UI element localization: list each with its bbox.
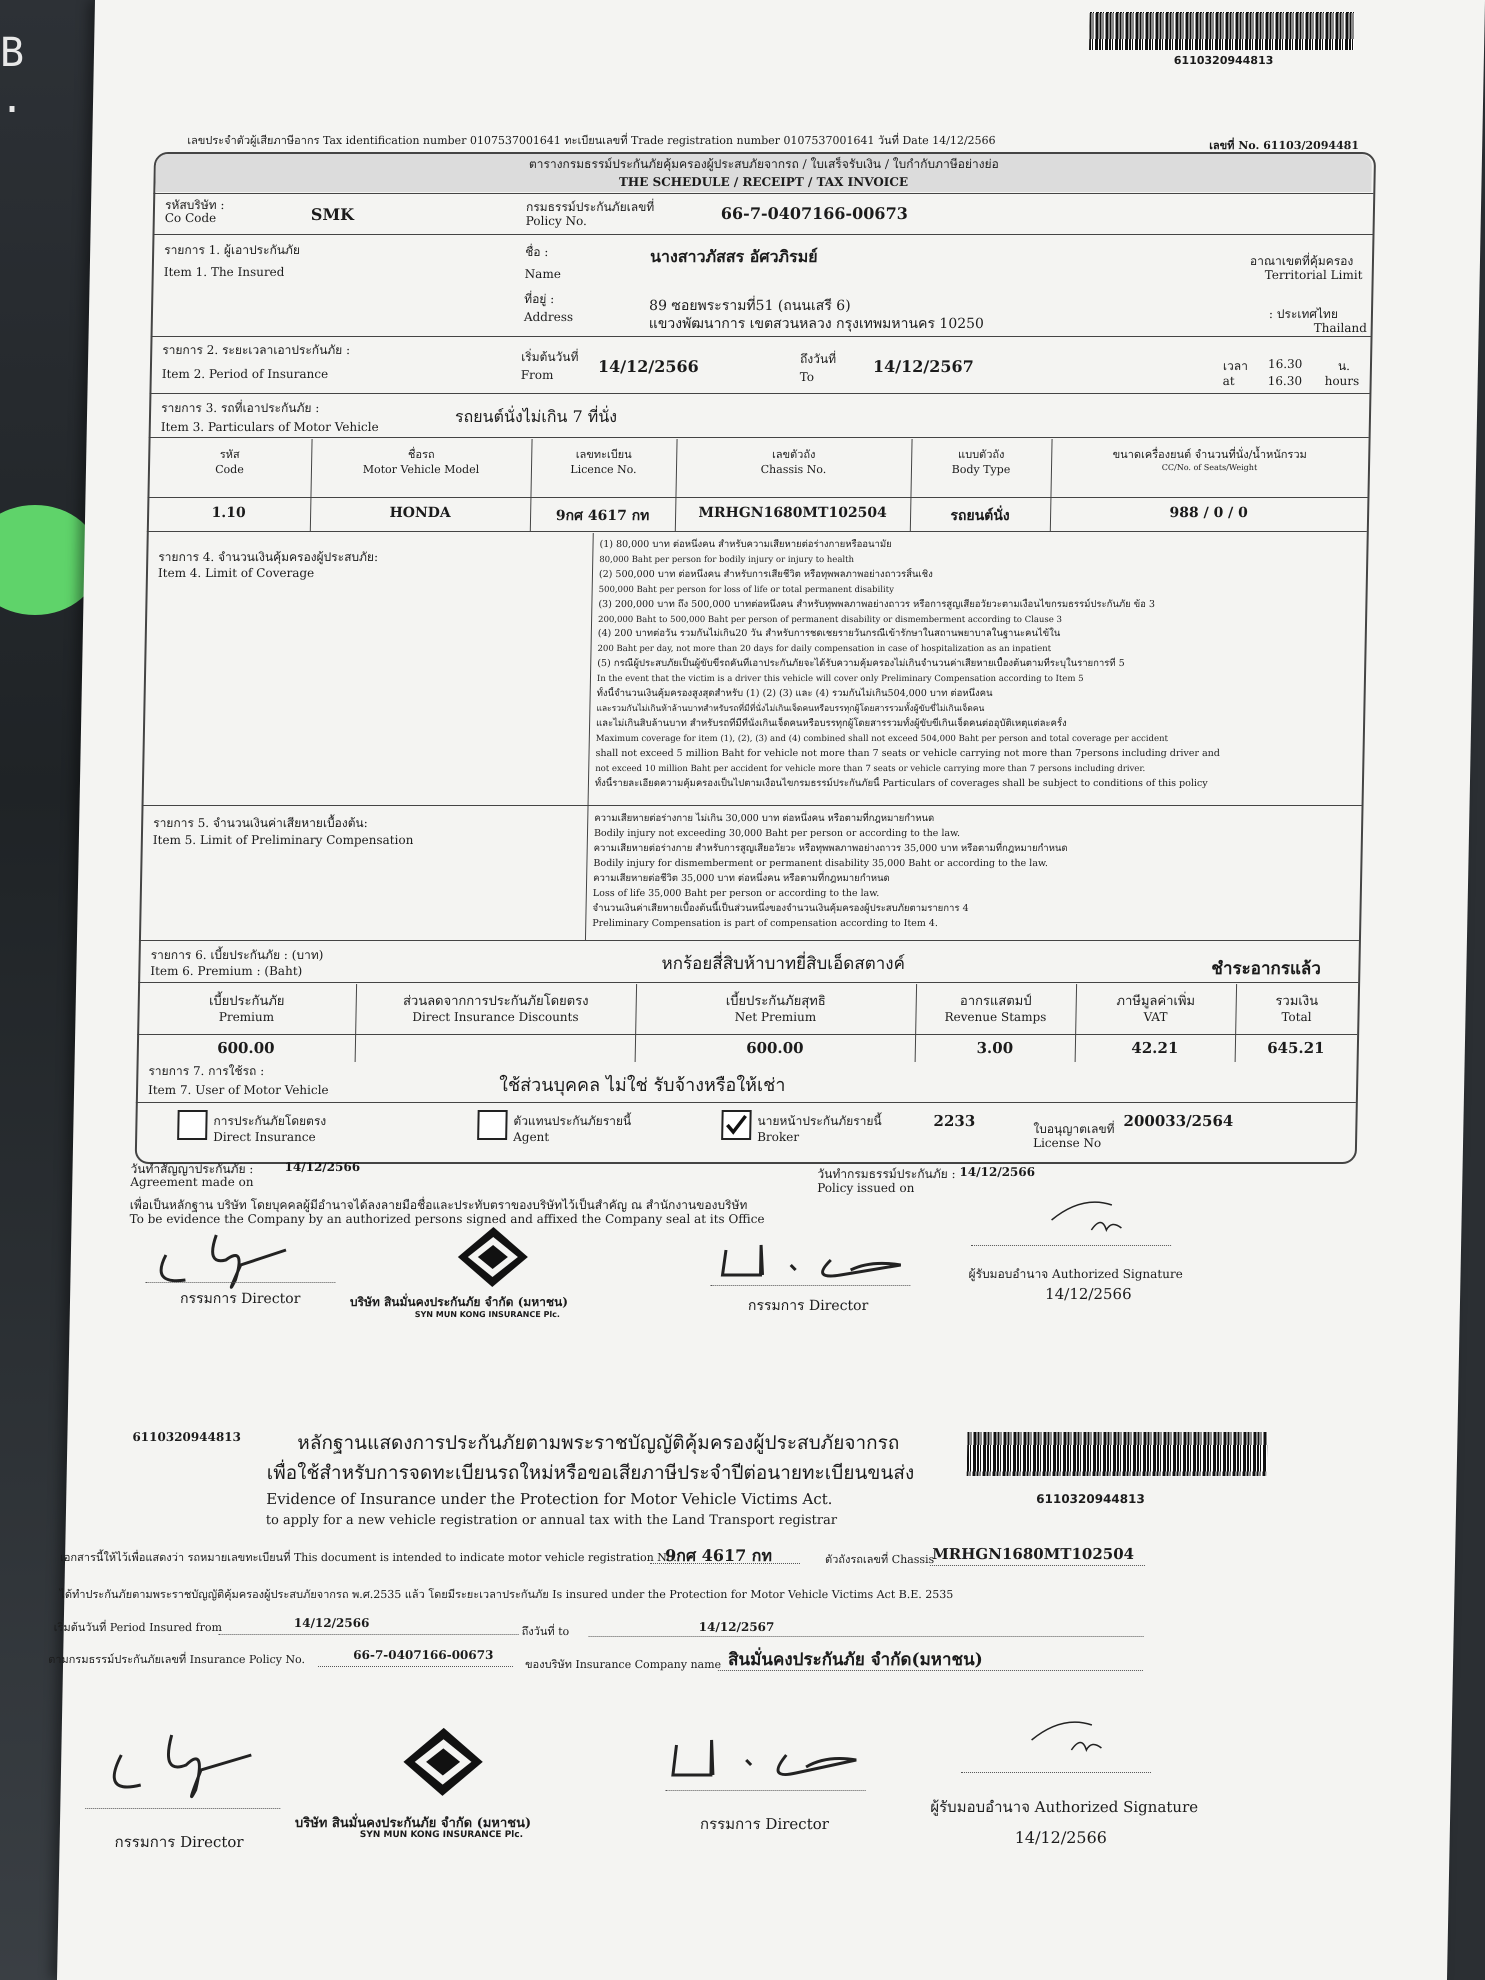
keyboard-key: B . [0,30,25,122]
compensation-line: Preliminary Compensation is part of compensation according to Item 4. [592,918,939,929]
premium-value-0: 600.00 [216,1039,275,1057]
director-signature-right-2 [651,1715,893,1795]
vehicle-header-4-en: Body Type [951,463,1011,476]
to-label: ถึงวันที่ [799,352,837,366]
time-unit: น. [1337,359,1351,373]
coverage-limits [595,538,1365,791]
coverage-line: (3) 200,000 บาท ถึง 500,000 บาทต่อหนึ่งคน สำหรับทุพพลภาพอย่างถาวร หรือการสูญเสียอวัยวะตามเงื่อนไขกรมธรรม์ประกันภัย ข้อ 3 [598,598,1156,610]
direct-insurance-checkbox[interactable] [177,1110,208,1140]
coverage-line: 80,000 Baht per person for bodily injury or injury to health [599,554,855,565]
from-label: เริ่มต้นวันที่ [521,350,579,364]
vehicle-cell-5: 988 / 0 / 0 [1169,505,1249,521]
agreement-date: 14/12/2566 [284,1160,361,1174]
address-label-en: Address [523,310,574,324]
vehicle-cell-4: รถยนต์นั่ง [950,508,1010,524]
coverage-line: not exceed 10 million Baht per accident for vehicle more than 7 seats or vehicle carrying more than 7 persons including driver. [595,763,1146,774]
co-code: SMK [310,205,355,224]
top-barcode-number: 6110320944813 [1173,54,1274,67]
premium-value-2: 600.00 [745,1039,804,1057]
item2-label: รายการ 2. ระยะเวลาเอาประกันภัย : [162,343,351,357]
issued-label-en: Policy issued on [817,1181,915,1195]
agreement-label-en: Agreement made on [130,1175,254,1189]
evidence-barcode [967,1432,1268,1476]
item7-label: รายการ 7. การใช้รถ : [148,1064,265,1078]
direct-insurance-label-en: Direct Insurance [213,1130,316,1144]
evidence-title-en-1: Evidence of Insurance under the Protection for Motor Vehicle Victims Act. [266,1490,833,1508]
vehicle-table-header-rule [147,497,1367,498]
coverage-line: (5) กรณีผู้ประสบภัยเป็นผู้ขับขี่รถคันที่เอาประกันภัยจะได้รับความคุ้มครองไม่เกินจำนวนค่าเสียหายเบื้องต้นตามที่ระบุในรายการที่ 5 [597,658,1125,670]
vehicle-header-2-th: เลขทะเบียน [575,448,632,461]
time-value: 16.30 [1267,357,1303,371]
item4-label: รายการ 4. จำนวนเงินคุ้มครองผู้ประสบภัย: [158,550,379,564]
coverage-line: (2) 500,000 บาท ต่อหนึ่งคน สำหรับการเสียชีวิต หรือทุพพลภาพอย่างถาวรสิ้นเชิง [598,568,933,580]
compensation-line: Loss of life 35,000 Baht per person or according to the law. [592,888,880,899]
premium-header-5-th: รวมเงิน [1275,994,1319,1009]
authorized-label-2: ผู้รับมอบอำนาจ Authorized Signature [930,1798,1199,1816]
evidence-company-label: ของบริษัท Insurance Company name [524,1658,722,1671]
stamp-paid: ชำระอากรแล้ว [1211,959,1322,979]
direct-insurance-label: การประกันภัยโดยตรง [213,1114,327,1128]
evidence-registration: 9กศ 4617 กท [664,1546,773,1565]
premium-header-0-th: เบี้ยประกันภัย [208,994,285,1009]
compensation-line: ความเสียหายต่อร่างกาย ไม่เกิน 30,000 บาท ต่อหนึ่งคน หรือตามที่กฎหมายกำหนด [594,813,935,824]
vehicle-header-1-th: ชื่อรถ [407,448,435,461]
premium-header-0-en: Premium [218,1010,275,1024]
premium-header-2-en: Net Premium [734,1010,817,1024]
broker-code: 2233 [933,1112,976,1130]
premium-header-2-th: เบี้ยประกันภัยสุทธิ [725,994,826,1009]
premium-header-3-en: Revenue Stamps [944,1010,1047,1024]
evidence-chassis: MRHGN1680MT102504 [931,1545,1135,1563]
issued-label: วันทำกรมธรรม์ประกันภัย : [817,1167,956,1181]
broker-label: นายหน้าประกันภัยรายนี้ [757,1114,882,1128]
company-logo-2 [400,1725,486,1800]
coverage-line: shall not exceed 5 million Baht for vehicle not more than 7 seats or vehicle carrying not more than 7persons including driver and [595,747,1221,759]
premium-table-header-rule [137,1034,1357,1035]
agent-checkbox[interactable] [477,1110,508,1140]
vehicle-description: รถยนต์นั่งไม่เกิน 7 ที่นั่ง [454,407,618,426]
coverage-line: และรวมกันไม่เกินห้าล้านบาทสำหรับรถที่มีที่นั่งไม่เกินเจ็ดคนหรือบรรทุกผู้โดยสารรวมทั้งผู้ขับขี่ไม่เกินเจ็ดคน [596,703,985,714]
vehicle-cell-1: HONDA [389,505,451,521]
premium-header-1-th: ส่วนลดจากการประกันภัยโดยตรง [402,994,589,1009]
territory-en: Thailand [1313,321,1367,335]
vehicle-header-3-th: เลขตัวถัง [771,448,816,461]
compensation-line: Bodily injury not exceeding 30,000 Baht per person or according to the law. [593,828,961,839]
name-label-en: Name [524,267,562,281]
evidence-title-en-2: to apply for a new vehicle registration or annual tax with the Land Transport registrar [265,1513,838,1528]
coverage-line: In the event that the victim is a driver this vehicle will cover only Preliminary Compensation according to Item 5 [596,674,1084,685]
check-icon [723,1112,749,1138]
premium-header-3-th: อากรแสตมป์ [959,994,1032,1009]
company-name-en-2: SYN MUN KONG INSURANCE Plc. [359,1830,524,1840]
compensation-line: จำนวนเงินค่าเสียหายเบื้องต้นนี้เป็นส่วนหนึ่งของจำนวนเงินคุ้มครองผู้ประสบภัยตามรายการ 4 [592,903,969,914]
director-label-right: กรรมการ Director [747,1298,869,1314]
vehicle-header-0-en: Code [215,463,244,476]
license-label-en: License No [1032,1136,1102,1150]
evidence-to: 14/12/2567 [698,1620,775,1634]
evidence-chassis-label: ตัวถังรถเลขที่ Chassis [824,1553,935,1566]
issued-date: 14/12/2566 [959,1165,1036,1179]
evidence-title-th-2: เพื่อใช้สำหรับการจดทะเบียนรถใหม่หรือขอเสียภาษีประจำปีต่อนายทะเบียนขนส่ง [266,1462,915,1484]
premium-value-5: 645.21 [1266,1039,1325,1057]
item3-label-en: Item 3. Particulars of Motor Vehicle [160,420,379,434]
license-label: ใบอนุญาตเลขที่ [1033,1122,1115,1136]
agent-label: ตัวแทนประกันภัยรายนี้ [513,1114,632,1128]
item2-label-en: Item 2. Period of Insurance [161,367,329,381]
coverage-line: (1) 80,000 บาท ต่อหนึ่งคน สำหรับความเสียหายต่อร่างกายหรืออนามัย [599,539,892,550]
preliminary-compensation [592,811,1359,931]
evidence-line1: เอกสารนี้ให้ไว้เพื่อแสดงว่า รถหมายเลขทะเบียนที่ This document is intended to indicate motor vehicle registration No. [59,1551,677,1564]
period-from: 14/12/2566 [597,357,699,376]
address-line1: 89 ซอยพระรามที่51 (ถนนเสรี 6) [648,298,851,314]
company-name-th: บริษัท สินมั่นคงประกันภัย จำกัด (มหาชน) [349,1295,569,1309]
co-code-label-en: Co Code [164,211,217,225]
vehicle-header-2-en: Licence No. [570,463,637,476]
item6-label-en: Item 6. Premium : (Baht) [150,964,303,978]
vehicle-cell-3: MRHGN1680MT102504 [698,505,888,521]
premium-header-4-th: ภาษีมูลค่าเพิ่ม [1116,994,1196,1009]
amount-in-words: หกร้อยสี่สิบห้าบาทยี่สิบเอ็ดสตางค์ [661,954,906,974]
evidence-policy-label: ตามกรมธรรม์ประกันภัยเลขที่ Insurance Policy No. [48,1653,306,1666]
vehicle-use: ใช้ส่วนบุคคล ไม่ใช่ รับจ้างหรือให้เช่า [498,1075,786,1096]
name-label: ชื่อ : [525,245,549,259]
address-label: ที่อยู่ : [524,292,555,306]
premium-value-4: 42.21 [1131,1039,1179,1057]
broker-checkbox[interactable] [721,1110,752,1140]
compensation-line: ความเสียหายต่อร่างกาย สำหรับการสูญเสียอวัยวะ หรือทุพพลภาพอย่างถาวร 35,000 บาท หรือตามที่กฎหมายกำหนด [593,843,1068,854]
address-line2: แขวงพัฒนาการ เขตสวนหลวง กรุงเทพมหานคร 10250 [648,316,985,332]
evidence-from-label: เริ่มต้นวันที่ Period Insured from [53,1621,223,1634]
item1-label: รายการ 1. ผู้เอาประกันภัย [164,243,301,257]
vehicle-cell-2: 9กศ 4617 กท [555,508,650,524]
to-label-en: To [799,370,815,384]
item3-label: รายการ 3. รถที่เอาประกันภัย : [161,401,320,415]
evidence-from: 14/12/2566 [293,1616,370,1630]
director-signature-left-2 [90,1715,302,1815]
co-code-label: รหัสบริษัท : [164,198,225,212]
authorized-date: 14/12/2566 [1044,1285,1132,1303]
evidence-barcode-text-left: 6110320944813 [132,1430,242,1444]
director-label-right-2: กรรมการ Director [699,1815,830,1833]
evidence-statement-en: To be evidence the Company by an authorized persons signed and affixed the Company seal at its Office [129,1212,765,1226]
compensation-line: ความเสียหายต่อชีวิต 35,000 บาท ต่อหนึ่งคน หรือตามที่กฎหมายกำหนด [593,873,890,884]
premium-header-5-en: Total [1281,1010,1312,1024]
company-logo [455,1225,531,1290]
vehicle-cell-0: 1.10 [211,505,246,521]
item5-label: รายการ 5. จำนวนเงินค่าเสียหายเบื้องต้น: [153,816,368,830]
premium-header-4-en: VAT [1143,1010,1168,1024]
item5-label-en: Item 5. Limit of Preliminary Compensation [152,833,414,847]
time-label: เวลา [1222,359,1249,373]
insurance-document [48,0,1485,1980]
agent-label-en: Agent [513,1130,550,1144]
territory: : ประเทศไทย [1268,307,1339,321]
time-label-en: at [1222,374,1235,388]
vehicle-header-5-en: CC/No. of Seats/Weight [1161,463,1258,472]
tax-id-line: เลขประจำตัวผู้เสียภาษีอากร Tax identification number 0107537001641 ทะเบียนเลขที่ Trade registration number 0107537001641 วันที่ Date 14/12/2566 [187,134,996,147]
territorial-label-en: Territorial Limit [1264,268,1363,282]
insured-name: นางสาวภัสสร อัศวภิรมย์ [649,247,818,266]
vehicle-header-3-en: Chassis No. [760,463,827,476]
coverage-line: ทั้งนี้จำนวนเงินคุ้มครองสูงสุดสำหรับ (1) (2) (3) และ (4) รวมกันไม่เกิน504,000 บาท ต่อหนึ่งคน [596,688,993,700]
policy-label-th: กรมธรรม์ประกันภัยเลขที่ [525,200,655,214]
coverage-line: Maximum coverage for item (1), (2), (3) and (4) combined shall not exceed 504,000 Baht per person and total coverage per accident [595,733,1169,744]
item1-label-en: Item 1. The Insured [163,265,285,279]
director-label-left-2: กรรมการ Director [114,1833,244,1851]
schedule-title-en: THE SCHEDULE / RECEIPT / TAX INVOICE [618,175,909,189]
period-to: 14/12/2567 [872,357,974,376]
vehicle-header-1-en: Motor Vehicle Model [362,463,480,476]
from-label-en: From [520,368,554,382]
policy-number: 66-7-0407166-00673 [720,204,909,223]
vehicle-table-bottom-rule [147,531,1367,532]
company-name-en: SYN MUN KONG INSURANCE Plc. [414,1310,561,1319]
broker-label-en: Broker [757,1130,800,1144]
time-value-en: 16.30 [1267,374,1303,388]
item7-label-en: Item 7. User of Motor Vehicle [147,1083,329,1097]
vehicle-header-4-th: แบบตัวถัง [957,448,1005,461]
authorized-signature-2 [1021,1710,1142,1765]
territorial-label: อาณาเขตที่คุ้มครอง [1249,254,1354,268]
evidence-line2: ได้ทำประกันภัยตามพระราชบัญญัติคุ้มครองผู้ประสบภัยจากรถ พ.ศ.2535 แล้ว โดยมีระยะเวลาประกันภัย Is insured under the Protection for Motor Vehicle Victims Act B.E. 2535 [59,1588,954,1601]
item6-label: รายการ 6. เบี้ยประกันภัย : (บาท) [150,948,324,962]
premium-header-1-en: Direct Insurance Discounts [412,1010,579,1024]
coverage-line: และไม่เกินสิบล้านบาท สำหรับรถที่มีที่นั่งเกินเจ็ดคนหรือบรรทุกผู้โดยสารรวมทั้งผู้ขับขี่เกินเจ็ดคนต่ออุบัติเหตุแต่ละครั้ง [596,717,1067,729]
evidence-title-th-1: หลักฐานแสดงการประกันภัยตามพระราชบัญญัติคุ้มครองผู้ประสบภัยจากรถ [297,1432,900,1454]
authorized-date-2: 14/12/2566 [1014,1828,1108,1847]
evidence-company: สินมั่นคงประกันภัย จำกัด(มหาชน) [727,1650,983,1670]
compensation-line: Bodily injury for dismemberment or permanent disability 35,000 Baht or according to the law. [593,858,1049,869]
coverage-line: 200 Baht per day, not more than 20 days for daily compensation in case of hospitalization as an inpatient [597,644,1052,655]
time-unit-en: hours [1324,374,1360,388]
premium-value-3: 3.00 [976,1039,1014,1057]
coverage-line: 500,000 Baht per person for loss of life or total permanent disability [598,584,895,595]
policy-label-en: Policy No. [525,214,588,228]
top-barcode [1089,12,1355,50]
authorized-label: ผู้รับมอบอำนาจ Authorized Signature [968,1267,1183,1281]
coverage-line: (4) 200 บาทต่อวัน รวมกันไม่เกิน20 วัน สำหรับการชดเชยรายวันกรณีเข้ารักษาในสถานพยาบาลในฐานะคนไข้ใน [597,628,1061,640]
director-label-left: กรรมการ Director [179,1291,301,1307]
evidence-to-label: ถึงวันที่ to [521,1625,570,1638]
evidence-barcode-number: 6110320944813 [1036,1492,1145,1506]
agreement-label: วันทำสัญญาประกันภัย : [130,1162,254,1176]
company-name-th-2: บริษัท สินมั่นคงประกันภัย จำกัด (มหาชน) [294,1816,532,1831]
vehicle-header-5-th: ขนาดเครื่องยนต์ จำนวนที่นั่ง/น้ำหนักรวม [1112,448,1307,461]
coverage-line: ทั้งนี้รายละเอียดความคุ้มครองเป็นไปตามเงื่อนไขกรมธรรม์ประกันภัยนี้ Particulars of coverages shall be subject to conditions of this policy [594,777,1208,789]
item4-label-en: Item 4. Limit of Coverage [157,566,315,580]
authorized-signature [1041,1190,1162,1245]
schedule-title-th: ตารางกรมธรรม์ประกันภัยคุ้มครองผู้ประสบภัยจากรถ / ใบเสร็จรับเงิน / ใบกำกับภาษีอย่างย่อ [528,157,999,171]
license-number: 200033/2564 [1123,1112,1234,1130]
doc-number: เลขที่ No. 61103/2094481 [1209,139,1360,152]
vehicle-header-0-th: รหัส [219,448,240,461]
coverage-line: 200,000 Baht to 500,000 Baht per person of permanent disability or dismemberment according to Clause 3 [598,614,1063,625]
evidence-policy: 66-7-0407166-00673 [353,1648,494,1662]
evidence-statement-th: เพื่อเป็นหลักฐาน บริษัท โดยบุคคลผู้มีอำนาจได้ลงลายมือชื่อและประทับตราของบริษัทไว้เป็นสำคัญ ณ สำนักงานของบริษัท [129,1198,748,1212]
